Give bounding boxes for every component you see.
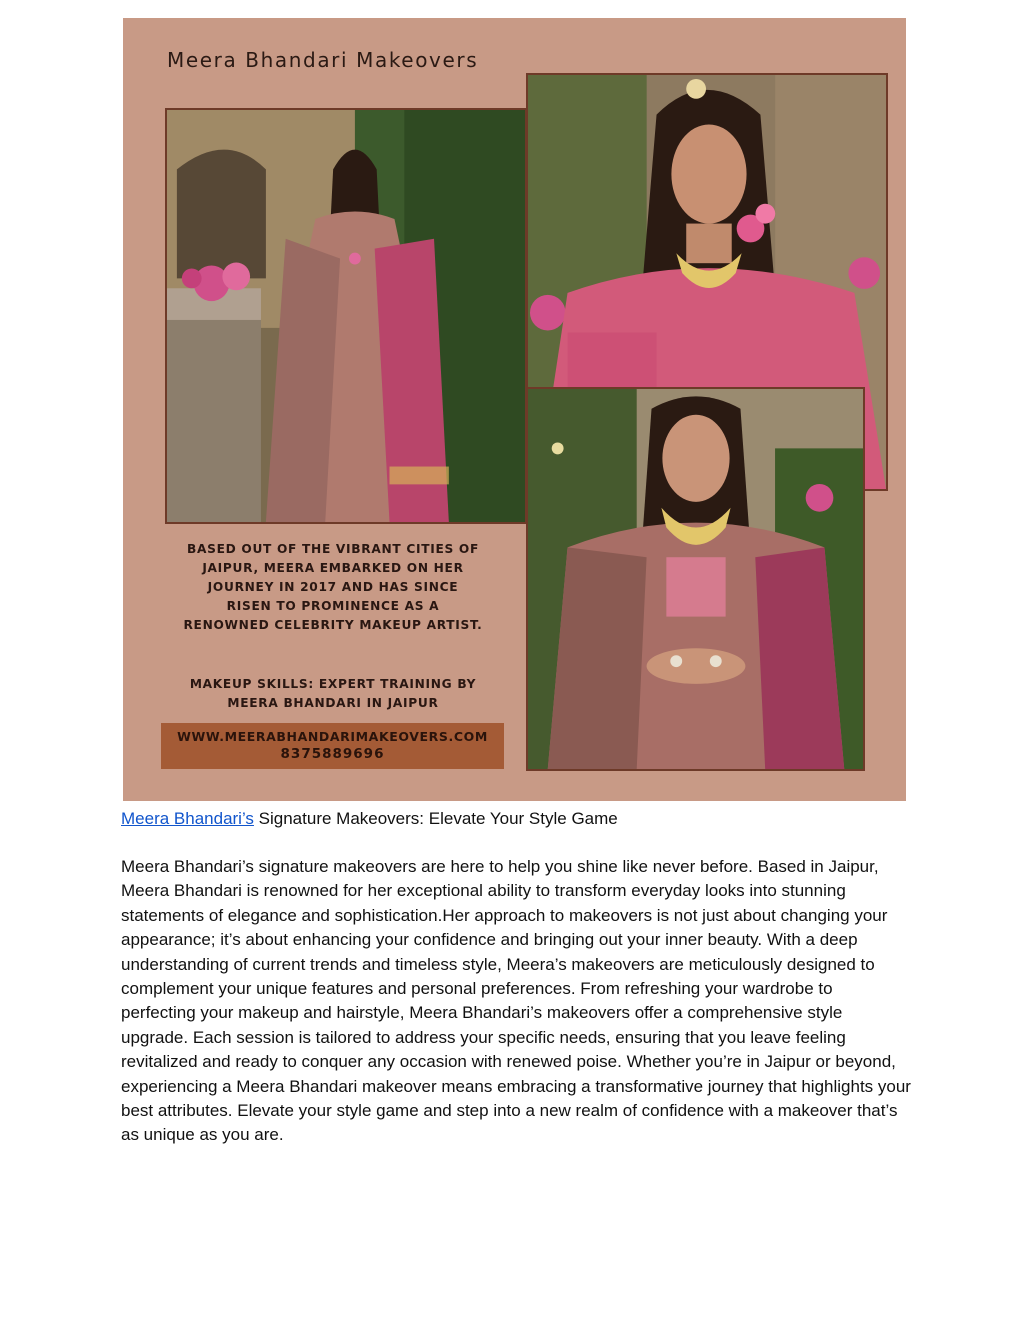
brand-title: Meera Bhandari Makeovers — [167, 48, 479, 72]
article-heading — [121, 808, 618, 830]
phone-number: 8375889696 — [280, 746, 385, 762]
article-paragraph: Meera Bhandari’s signature makeovers are here to help you shine like never before. Based in Jaipur, Meera Bhandari is renowned for her exceptional ability to transform everyday looks into stunning statements of elegance and sophistication.Her approach to makeovers is not just about changing your appearance; it’s about enhancing your confidence and bringing out your inner beauty. With a deep understanding of current trends and timeless style, Meera’s makeovers are meticulously designed to complement your unique features and personal preferences. From refreshing your wardrobe to perfecting your makeup and hairstyle, Meera Bhandari’s makeovers offer a comprehensive style upgrade. Each session is tailored to address your specific needs, ensuring that you leave feeling revitalized and ready to conquer any occasion with renewed poise. Whether you’re in Jaipur or beyond, experiencing a Meera Bhandari makeover means embracing a transformative journey that highlights your best attributes. Elevate your style game and step into a new realm of confidence with a makeover that’s as unique as you are. — [121, 857, 911, 1145]
portrait-illustration — [167, 110, 525, 522]
photo-seated-portrait — [526, 387, 865, 771]
promo-banner — [123, 18, 906, 801]
photo-full-length-portrait — [165, 108, 527, 524]
website-url: WWW.MEERABHANDARIMAKEOVERS.COM — [177, 729, 488, 744]
banner-skills: MAKEUP SKILLS: EXPERT TRAINING BY MEERA BHANDARI IN JAIPUR — [189, 677, 477, 710]
heading-text: Signature Makeovers: Elevate Your Style Game — [253, 809, 618, 828]
banner-blurb: BASED OUT OF THE VIBRANT CITIES OF JAIPUR, MEERA EMBARKED ON HER JOURNEY IN 2017 AND HAS SINCE RISEN TO PROMINENCE AS A RENOWNED CELEBRITY MAKEUP ARTIST. — [183, 542, 483, 632]
seated-illustration — [528, 389, 863, 769]
contact-bar — [161, 723, 504, 769]
heading-link[interactable]: Meera Bhandari’s — [121, 809, 254, 828]
